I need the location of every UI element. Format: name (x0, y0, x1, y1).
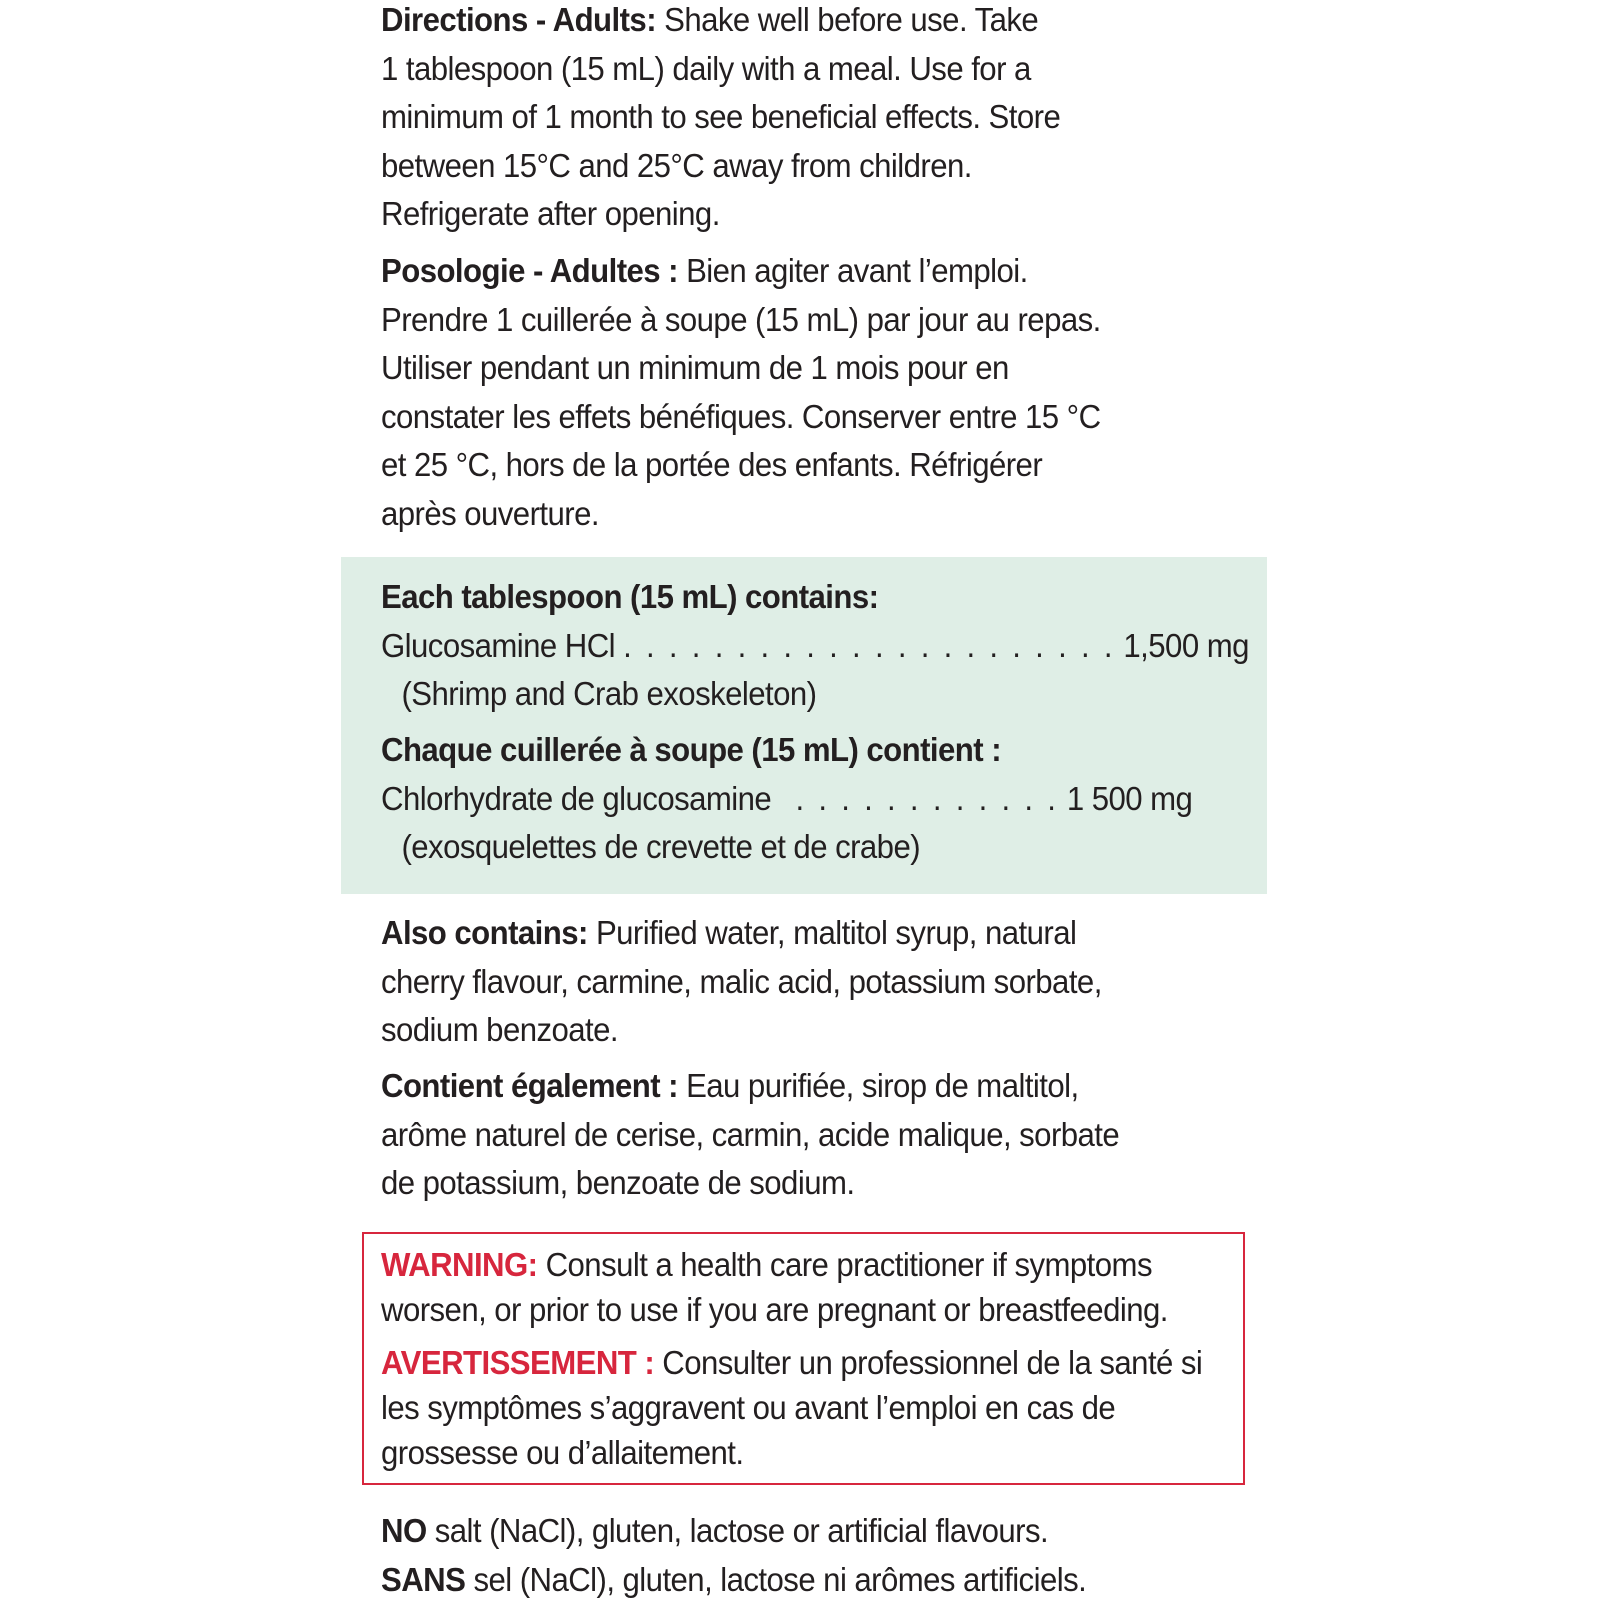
ingredient-amount-fr: 1 500 mg (1066, 780, 1193, 818)
free-from-fr-text: sel (NaCl), gluten, lactose ni arômes artificiels. (473, 1561, 1087, 1599)
directions-fr-line: constater les effets bénéfiques. Conserver entre 15 °C (381, 398, 1101, 436)
warning-fr (381, 1341, 1202, 1476)
ingredient-source-en: (Shrimp and Crab exoskeleton) (401, 676, 817, 713)
directions-fr-line: et 25 °C, hors de la portée des enfants. Réfrigérer (381, 447, 1043, 484)
also-contains-fr-heading: Contient également : (381, 1068, 678, 1105)
leader-dots: . . . . . . . . . . . . (795, 780, 1059, 818)
warning-en-line: Consult a health care practitioner if symptoms (545, 1247, 1152, 1284)
ingredients-en-heading: Each tablespoon (15 mL) contains: (381, 579, 879, 616)
warning-fr-line: Consulter un professionnel de la santé si (662, 1345, 1203, 1382)
free-from-en-text: salt (NaCl), gluten, lactose or artificial flavours. (434, 1513, 1049, 1550)
warning-fr-line: grossesse ou d’allaitement. (381, 1435, 744, 1472)
directions-en-heading: Directions - Adults: (381, 2, 657, 39)
ingredients-fr-heading: Chaque cuillerée à soupe (15 mL) contient : (381, 732, 1002, 769)
ingredient-name-fr: Chlorhydrate de glucosamine (381, 780, 772, 818)
medicinal-ingredients-fr (381, 727, 1192, 873)
directions-fr-line: après ouverture. (381, 495, 599, 533)
directions-en-line: Refrigerate after opening. (381, 196, 720, 233)
warning-fr-heading: AVERTISSEMENT : (381, 1345, 655, 1382)
also-contains-en-line: sodium benzoate. (381, 1012, 619, 1049)
directions-en-line: minimum of 1 month to see beneficial effects. Store (381, 99, 1061, 136)
free-from-fr-bold: SANS (381, 1561, 466, 1599)
directions-fr-line: Prendre 1 cuillerée à soupe (15 mL) par jour au repas. (381, 301, 1101, 339)
non-medicinal-ingredients-fr (381, 1063, 1119, 1209)
directions-fr-heading: Posologie - Adultes : (381, 253, 678, 290)
directions-en-line: 1 tablespoon (15 mL) daily with a meal. Use for a (381, 50, 1031, 88)
leader-dots: . . . . . . . . . . . . . . . . . . . . . . (623, 627, 1116, 665)
also-contains-fr-line: Eau purifiée, sirop de maltitol, (686, 1068, 1079, 1105)
also-contains-en-heading: Also contains: (381, 915, 588, 952)
directions-fr (381, 248, 1101, 539)
also-contains-fr-line: de potassium, benzoate de sodium. (381, 1165, 855, 1202)
also-contains-en-line: cherry flavour, carmine, malic acid, potassium sorbate, (381, 963, 1102, 1001)
directions-en-line: between 15°C and 25°C away from children. (381, 147, 972, 185)
free-from-en-bold: NO (381, 1513, 427, 1550)
free-from-statements (381, 1508, 1086, 1605)
also-contains-en-line: Purified water, maltitol syrup, natural (595, 915, 1077, 952)
ingredient-name-en: Glucosamine HCl (381, 627, 616, 665)
warning-fr-line: les symptômes s’aggravent ou avant l’emploi en cas de (381, 1390, 1116, 1427)
directions-en (381, 0, 1060, 240)
directions-en-line: Shake well before use. Take (664, 2, 1039, 39)
warning-en-heading: WARNING: (381, 1247, 538, 1284)
warning-en (381, 1243, 1168, 1333)
ingredient-amount-en: 1,500 mg (1123, 627, 1249, 665)
also-contains-fr-line: arôme naturel de cerise, carmin, acide malique, sorbate (381, 1116, 1120, 1154)
directions-fr-line: Bien agiter avant l’emploi. (686, 253, 1028, 290)
directions-fr-line: Utiliser pendant un minimum de 1 mois pour en (381, 350, 1009, 387)
non-medicinal-ingredients-en (381, 910, 1102, 1056)
warning-en-line: worsen, or prior to use if you are pregnant or breastfeeding. (381, 1292, 1168, 1329)
ingredient-source-fr: (exosquelettes de crevette et de crabe) (401, 829, 921, 866)
medicinal-ingredients-en (381, 574, 1249, 720)
